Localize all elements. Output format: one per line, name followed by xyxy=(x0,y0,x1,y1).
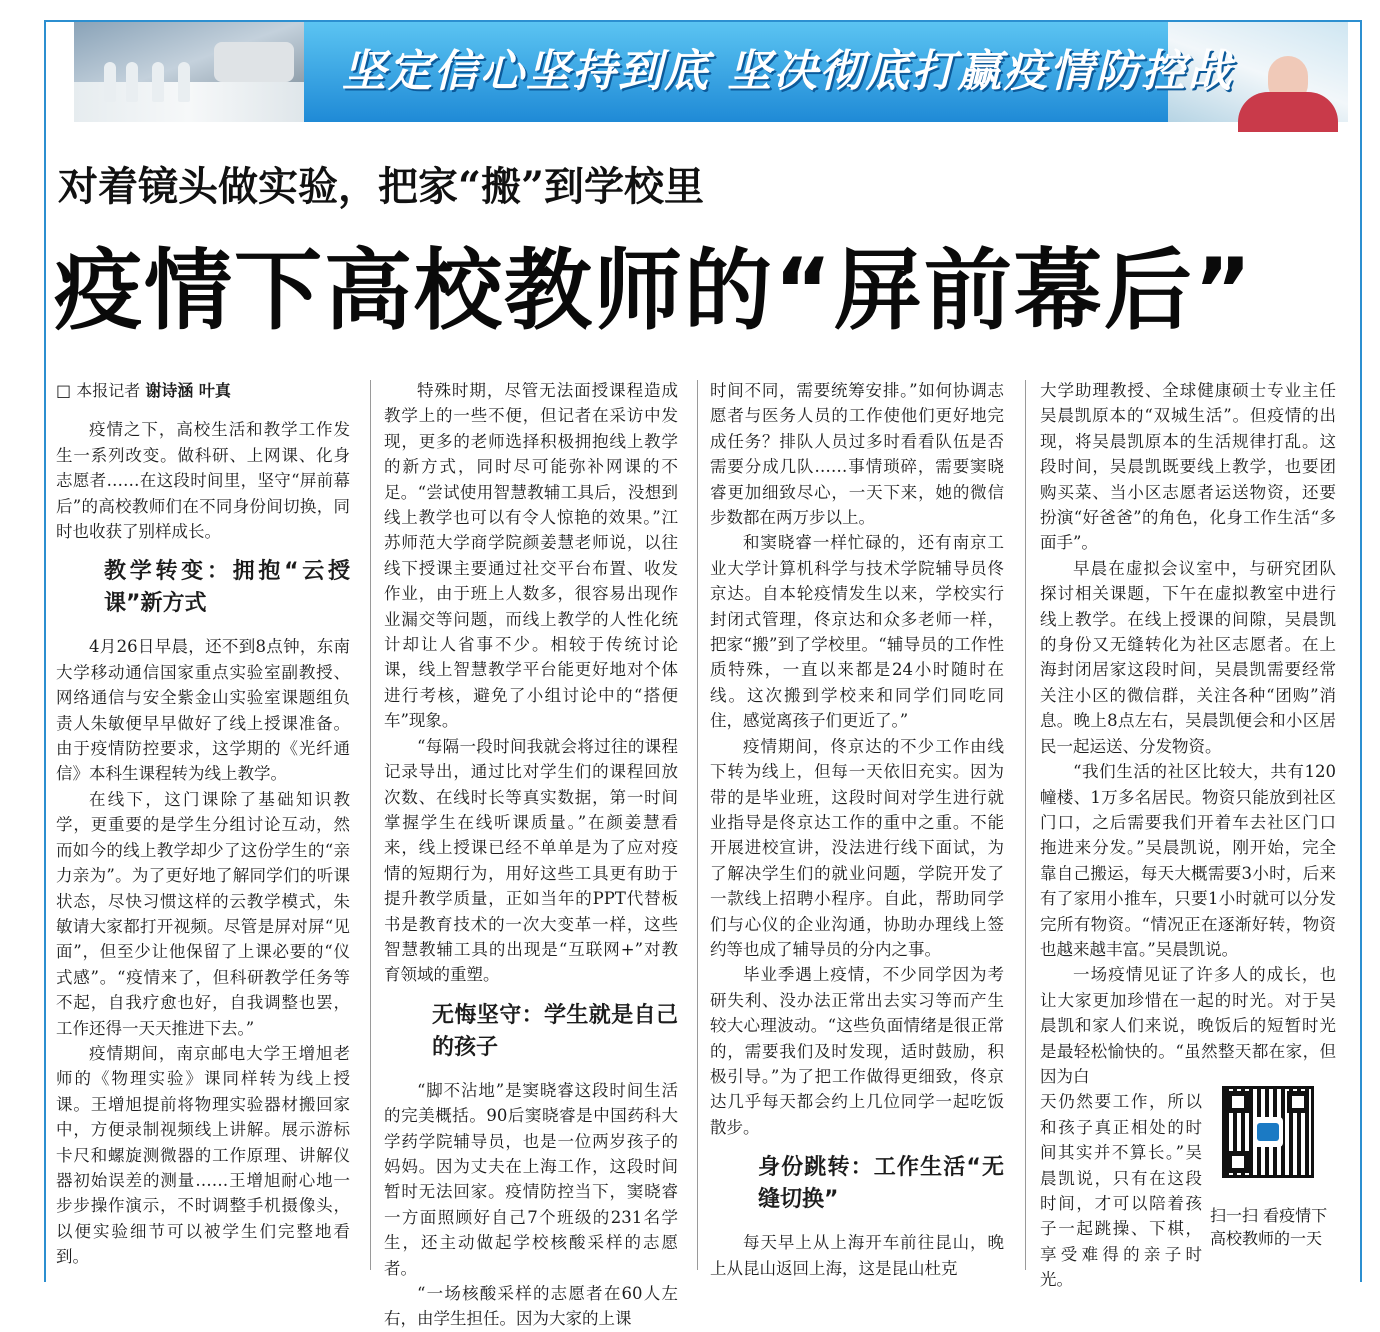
paragraph: 大学助理教授、全球健康硕士专业主任吴晨凯原本的“双城生活”。但疫情的出现，将吴晨凯原本的生活规律打乱。这段时间，吴晨凯既要线上教学，也要团购买菜、当小区志愿者运送物资，还要扮演“好爸爸”的角色，化身工作生活“多面手”。 xyxy=(1040,381,1336,553)
paragraph: “一场核酸采样的志愿者在60人左右，由学生担任。因为大家的上课 xyxy=(384,1284,678,1329)
qr-code-block xyxy=(1210,1086,1340,1276)
banner-title: 坚定信心坚持到底 坚决彻底打赢疫情防控战 xyxy=(342,46,1234,97)
section-heading: 无悔坚守：学生就是自己的孩子 xyxy=(432,1002,678,1060)
paragraph: 在线下，这门课除了基础知识教学，更重要的是学生分组讨论互动，然而如今的线上教学却少了这份学生的“亲力亲为”。为了更好地了解同学们的听课状态，尽快习惯这样的云教学模式，朱敏请大家都打开视频。尽管是屏对屏“见面”，但至少让他保留了上课必要的“仪式感”。“疫情来了，但科研教学任务等不起，自我疗愈也好，自我调整也罢，工作还得一天天推进下去。” xyxy=(56,789,350,1038)
paragraph: 和窦晓睿一样忙碌的，还有南京工业大学计算机科学与技术学院辅导员佟京达。自本轮疫情发生以来，学校实行封闭式管理，佟京达和众多老师一样，把家“搬”到了学校里。“辅导员的工作性质特殊，一直以来都是24小时随时在线。这次搬到学校来和同学们同吃同住，感觉离孩子们更近了。” xyxy=(710,533,1004,731)
paragraph: “脚不沾地”是窦晓睿这段时间生活的完美概括。90后窦晓睿是中国药科大学药学院辅导员，也是一位两岁孩子的妈妈。因为丈夫在上海工作，这段时间暂时无法回家。疫情防控当下，窦晓睿一方面照顾好自己7个班级的231名学生，还主动做起学校核酸采样的志愿者。 xyxy=(384,1080,678,1278)
section-banner xyxy=(74,22,1348,122)
article-column-2 xyxy=(384,378,678,1332)
article-headline: 疫情下高校教师的“屏前幕后” xyxy=(54,239,1254,342)
paragraph: 天仍然要工作，所以和孩子真正相处的时间其实并不算长。”吴晨凯说，只有在这段时间，才可以陪着孩子一起跳操、下棋，享受难得的亲子时光。 xyxy=(1040,1092,1202,1290)
paragraph: 4月26日早晨，还不到8点钟，东南大学移动通信国家重点实验室副教授、网络通信与安全紫金山实验室课题组负责人朱敏便早早做好了线上授课准备。由于疫情防控要求，这学期的《光纤通信》本科生课程转为线上教学。 xyxy=(56,637,350,784)
paragraph: “每隔一段时间我就会将过往的课程记录导出，通过比对学生们的课程回放次数、在线时长等真实数据，第一时间掌握学生在线听课质量。”在颜姜慧看来，线上授课已经不单单是为了应对疫情的短期行为，用好这些工具更有助于提升教学质量，正如当年的PPT代替板书是教育技术的一次大变革一样，这些智慧教辅工具的出现是“互联网+”对教育领域的重塑。 xyxy=(384,736,678,985)
section-heading: 身份跳转：工作生活“无缝切换” xyxy=(758,1155,1004,1213)
paragraph: 一场疫情见证了许多人的成长，也让大家更加珍惜在一起的时光。对于吴晨凯和家人们来说，晚饭后的短暂时光是最轻松愉快的。“虽然整天都在家，但因为白 xyxy=(1040,965,1336,1086)
article-column-1 xyxy=(56,378,350,1270)
article-column-3 xyxy=(710,378,1004,1281)
byline-authors: 谢诗涵 叶真 xyxy=(145,381,231,400)
column-divider xyxy=(1025,380,1026,1270)
paragraph: 疫情期间，佟京达的不少工作由线下转为线上，但每一天依旧充实。因为带的是毕业班，这段时间对学生进行就业指导是佟京达工作的重中之重。不能开展进校宣讲，没法进行线下面试，为了解决学生们的就业问题，学院开发了一款线上招聘小程序。自此，帮助同学们与心仪的企业沟通，协助办理线上签约等也成了辅导员的分内之事。 xyxy=(710,736,1004,959)
paragraph: 每天早上从上海开车前往昆山，晚上从昆山返回上海，这是昆山杜克 xyxy=(710,1233,1004,1278)
paragraph: 早晨在虚拟会议室中，与研究团队探讨相关课题，下午在虚拟教室中进行线上教学。在线上授课的间隙，吴晨凯的身份又无缝转化为社区志愿者。在上海封闭居家这段时间，吴晨凯需要经常关注小区的微信群，关注各种“团购”消息。晚上8点左右，吴晨凯便会和小区居民一起运送、分发物资。 xyxy=(1040,558,1336,756)
app-logo-icon xyxy=(1257,1123,1279,1141)
article-subtitle: 对着镜头做实验，把家“搬”到学校里 xyxy=(58,163,705,210)
paragraph: 疫情之下，高校生活和教学工作发生一系列改变。做科研、上网课、化身志愿者……在这段时间里，坚守“屏前幕后”的高校教师们在不同身份间切换，同时也收获了别样成长。 xyxy=(56,420,350,542)
paragraph: 毕业季遇上疫情，不少同学因为考研失利、没办法正常出去实习等而产生较大心理波动。“这些负面情绪是很正常的，需要我们及时发现，适时鼓励，积极引导。”为了把工作做得更细致，佟京达几乎每天都会约上几位同学一起吃饭散步。 xyxy=(710,965,1004,1137)
qr-code-icon[interactable] xyxy=(1222,1086,1314,1178)
banner-photo-volunteers xyxy=(74,22,304,122)
paragraph: 时间不同，需要统筹安排。”如何协调志愿者与医务人员的工作使他们更好地完成任务？排队人员过多时看看队伍是否需要分成几队……事情琐碎，需要窦晓睿更加细致尽心，一天下来，她的微信步数都在两万步以上。 xyxy=(710,381,1004,528)
section-heading: 教学转变：拥抱“云授课”新方式 xyxy=(104,559,350,617)
qr-caption: 扫一扫 看疫情下高校教师的一天 xyxy=(1210,1206,1328,1248)
byline-prefix: □ 本报记者 xyxy=(56,381,141,400)
column-divider xyxy=(370,380,371,1270)
paragraph: “我们生活的社区比较大，共有120幢楼、1万多名居民。物资只能放到社区门口，之后需要我们开着车去社区门口拖进来分发。”吴晨凯说，刚开始，完全靠自己搬运，每天大概需要3小时，后来有了家用小推车，只要1小时就可以分发完所有物资。“情况正在逐渐好转，物资也越来越丰富。”吴晨凯说。 xyxy=(1040,762,1336,959)
byline xyxy=(56,378,350,403)
paragraph: 疫情期间，南京邮电大学王增旭老师的《物理实验》课同样转为线上授课。王增旭提前将物理实验器材搬回家中，方便录制视频线上讲解。展示游标卡尺和螺旋测微器的工作原理、讲解仪器初始误差的测量……王增旭耐心地一步步操作演示，不时调整手机摄像头，以便实验细节可以被学生们完整地看到。 xyxy=(56,1043,350,1267)
column-divider xyxy=(697,380,698,1270)
paragraph: 特殊时期，尽管无法面授课程造成教学上的一些不便，但记者在采访中发现，更多的老师选择积极拥抱线上教学的新方式，同时尽可能弥补网课的不足。“尝试使用智慧教辅工具后，没想到线上教学也可以有令人惊艳的效果。”江苏师范大学商学院颜姜慧老师说，以往线下授课主要通过社交平台布置、收发作业，由于班上人数多，很容易出现作业漏交等问题，而线上教学的人性化统计却让人省事不少。相较于传统讨论课，线上智慧教学平台能更好地对个体进行考核，避免了小组讨论中的“搭便车”现象。 xyxy=(384,381,678,731)
